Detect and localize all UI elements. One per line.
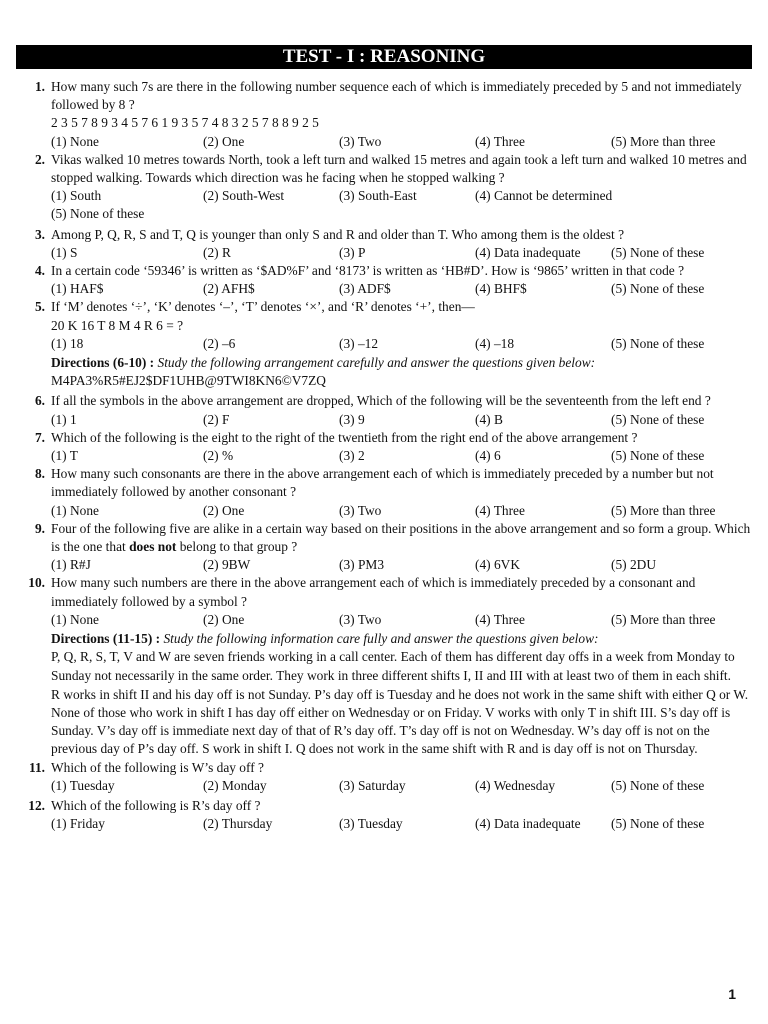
option-3[interactable]: (3) P <box>339 244 366 260</box>
question-text: Vikas walked 10 metres towards North, took a left turn and walked 15 metres and again took a left turn and walked 10 metres and stopped walking. Towards which direction was he facing when he stopped walking ? <box>51 151 747 186</box>
option-5[interactable]: (5) None of these <box>51 206 145 222</box>
option-3[interactable]: (3) Two <box>339 611 382 627</box>
option-2[interactable]: (2) One <box>203 133 245 149</box>
option-4[interactable]: (4) Wednesday <box>475 777 556 793</box>
option-3[interactable]: (3) Two <box>339 133 382 149</box>
option-1[interactable]: (1) S <box>51 244 78 260</box>
question-text: How many such numbers are there in the above arrangement each of which is immediately preceded by a consonant and immediately followed by a symbol ? <box>51 575 696 609</box>
directions-label: Directions (11-15) : <box>51 631 161 647</box>
emphasis-text: does not <box>129 539 177 555</box>
question-list <box>16 78 752 833</box>
option-2[interactable]: (2) F <box>203 411 230 427</box>
option-4[interactable]: (4) BHF$ <box>475 281 527 297</box>
option-4[interactable]: (4) 6 <box>475 448 501 464</box>
option-5[interactable]: (5) More than three <box>611 133 716 149</box>
option-4[interactable]: (4) Data inadequate <box>475 244 581 260</box>
option-4[interactable]: (4) Cannot be determined <box>475 188 613 204</box>
option-4[interactable]: (4) Three <box>475 133 525 149</box>
question-number: 10. <box>28 575 45 591</box>
option-5[interactable]: (5) More than three <box>611 611 716 627</box>
option-5[interactable]: (5) None of these <box>611 281 705 297</box>
option-1[interactable]: (1) South <box>51 188 102 204</box>
option-4[interactable]: (4) 6VK <box>475 557 520 573</box>
question-text: Which of the following is W’s day off ? <box>51 759 264 775</box>
option-3[interactable]: (3) Tuesday <box>339 816 403 832</box>
question-text: Which of the following is R’s day off ? <box>51 797 261 813</box>
passage-paragraph-1: P, Q, R, S, T, V and W are seven friends working in a call center. Each of them has different day offs in a week from Monday to Sunday not necessarily in the same order. They work in three different shifts I, II and III with at least two of them in each shift. <box>51 649 735 683</box>
options-row <box>51 335 752 353</box>
option-2[interactable]: (2) One <box>203 611 245 627</box>
options-row <box>51 205 752 223</box>
directions-label: Directions (6-10) : <box>51 355 155 371</box>
question-12 <box>16 797 752 833</box>
option-4[interactable]: (4) Data inadequate <box>475 816 581 832</box>
directions-11-15 <box>16 630 752 648</box>
options-row <box>51 502 752 520</box>
option-2[interactable]: (2) One <box>203 502 245 518</box>
option-1[interactable]: (1) Friday <box>51 816 105 832</box>
directions-text: Study the following information care fully and answer the questions given below: <box>163 631 599 647</box>
option-2[interactable]: (2) –6 <box>203 335 236 351</box>
option-3[interactable]: (3) 9 <box>339 411 365 427</box>
option-1[interactable]: (1) HAF$ <box>51 281 104 297</box>
question-text: Which of the following is the eight to the right of the twentieth from the right end of the above arrangement ? <box>51 429 638 445</box>
option-2[interactable]: (2) Monday <box>203 777 267 793</box>
directions-text: Study the following arrangement carefully and answer the questions given below: <box>157 355 596 371</box>
option-1[interactable]: (1) Tuesday <box>51 777 115 793</box>
options-row <box>51 447 752 465</box>
option-3[interactable]: (3) South-East <box>339 188 417 204</box>
question-number: 7. <box>34 429 45 445</box>
directions-6-10 <box>16 354 752 372</box>
question-number: 9. <box>34 520 45 536</box>
question-text-start: Four of the following five are alike in a certain way based on their positions in the above arrangement and so form a group. Which is the one that <box>51 520 751 555</box>
option-1[interactable]: (1) 18 <box>51 335 84 351</box>
options-row <box>51 280 752 298</box>
options-row <box>51 244 752 262</box>
question-number: 12. <box>28 797 45 813</box>
passage-paragraph-2: R works in shift II and his day off is not Sunday. P’s day off is Tuesday and he does not work in the same shift with either Q or W. None of those who work in shift I has day off either on Wednesday or on Friday. V works with only T in shift III. S’s day off is Sunday. V’s day off is immediate next day of that of R’s day off. T’s day off is not on Wednesday. W’s day off is not on the previous day of P’s day off. S work in shift I. Q does not work in the same shift with R and is day off is not on Thursday. <box>51 686 749 757</box>
question-text: If ‘M’ denotes ‘÷’, ‘K’ denotes ‘–’, ‘T’ denotes ‘×’, and ‘R’ denotes ‘+’, then— <box>51 299 475 315</box>
question-text: Among P, Q, R, S and T, Q is younger than only S and R and older than T. Who among them is the oldest ? <box>51 226 625 242</box>
question-4 <box>16 262 752 298</box>
question-2 <box>16 151 752 224</box>
option-4[interactable]: (4) Three <box>475 502 525 518</box>
option-5[interactable]: (5) None of these <box>611 448 705 464</box>
options-row <box>51 187 752 205</box>
option-5[interactable]: (5) None of these <box>611 816 705 832</box>
option-1[interactable]: (1) 1 <box>51 411 77 427</box>
option-2[interactable]: (2) 9BW <box>203 557 251 573</box>
arrangement: M4PA3%R5#EJ2$DF1UHB@9TWI8KN6©V7ZQ <box>51 373 326 389</box>
option-5[interactable]: (5) None of these <box>611 411 705 427</box>
option-1[interactable]: (1) R#J <box>51 557 91 573</box>
question-3 <box>16 226 752 262</box>
question-text-end: belong to that group ? <box>176 539 298 555</box>
question-number: 5. <box>34 299 45 315</box>
question-number: 1. <box>34 79 45 94</box>
option-3[interactable]: (3) Saturday <box>339 777 406 793</box>
option-3[interactable]: (3) –12 <box>339 335 379 351</box>
question-text <box>51 520 752 556</box>
question-text: In a certain code ‘59346’ is written as ‘$AD%F’ and ‘8173’ is written as ‘HB#D’. How is ‘9865’ written in that code ? <box>51 263 685 279</box>
question-text: If all the symbols in the above arrangement are dropped, Which of the following will be the seventeenth from the left end ? <box>51 393 711 409</box>
question-8 <box>16 465 752 520</box>
options-row <box>51 556 752 574</box>
options-row <box>51 777 752 795</box>
option-5[interactable]: (5) None of these <box>611 335 705 351</box>
question-text: How many such 7s are there in the following number sequence each of which is immediately preceded by 5 and not immediately followed by 8 ? <box>51 79 742 113</box>
section-title: TEST - I : REASONING <box>16 45 752 69</box>
options-row <box>51 133 752 151</box>
options-row <box>51 611 752 629</box>
option-3[interactable]: (3) ADF$ <box>339 281 391 297</box>
question-11 <box>16 759 752 795</box>
option-4[interactable]: (4) B <box>475 411 503 427</box>
option-5[interactable]: (5) None of these <box>611 777 705 793</box>
question-text: How many such consonants are there in the above arrangement each of which is immediately preceded by a number but not immediately followed by another consonant ? <box>51 466 714 500</box>
option-3[interactable]: (3) Two <box>339 502 382 518</box>
question-number: 11. <box>29 759 45 775</box>
option-5[interactable]: (5) None of these <box>611 244 705 260</box>
option-5[interactable]: (5) More than three <box>611 502 716 518</box>
option-2[interactable]: (2) South-West <box>203 188 285 204</box>
question-number: 2. <box>34 151 45 167</box>
option-5[interactable]: (5) 2DU <box>611 557 656 573</box>
question-1 <box>16 78 752 151</box>
page-number: 1 <box>728 986 736 1002</box>
question-9 <box>16 520 752 575</box>
options-row <box>51 815 752 833</box>
option-1[interactable]: (1) T <box>51 448 78 464</box>
number-sequence: 2 3 5 7 8 9 3 4 5 7 6 1 9 3 5 7 4 8 3 2 5 7 8 8 9 2 5 <box>51 115 319 131</box>
options-row <box>51 411 752 429</box>
question-number: 6. <box>34 393 45 409</box>
question-number: 8. <box>34 466 45 482</box>
question-number: 3. <box>34 226 45 242</box>
option-4[interactable]: (4) –18 <box>475 335 515 351</box>
question-number: 4. <box>34 263 45 279</box>
question-7 <box>16 429 752 465</box>
option-1[interactable]: (1) None <box>51 611 99 627</box>
question-5 <box>16 298 752 353</box>
option-3[interactable]: (3) PM3 <box>339 557 385 573</box>
option-4[interactable]: (4) Three <box>475 611 525 627</box>
question-10 <box>16 574 752 629</box>
option-3[interactable]: (3) 2 <box>339 448 365 464</box>
option-1[interactable]: (1) None <box>51 133 99 149</box>
option-2[interactable]: (2) AFH$ <box>203 281 255 297</box>
expression: 20 K 16 T 8 M 4 R 6 = ? <box>51 317 184 333</box>
question-6 <box>16 392 752 428</box>
option-2[interactable]: (2) Thursday <box>203 816 273 832</box>
option-1[interactable]: (1) None <box>51 502 99 518</box>
option-2[interactable]: (2) R <box>203 244 231 260</box>
option-2[interactable]: (2) % <box>203 448 234 464</box>
